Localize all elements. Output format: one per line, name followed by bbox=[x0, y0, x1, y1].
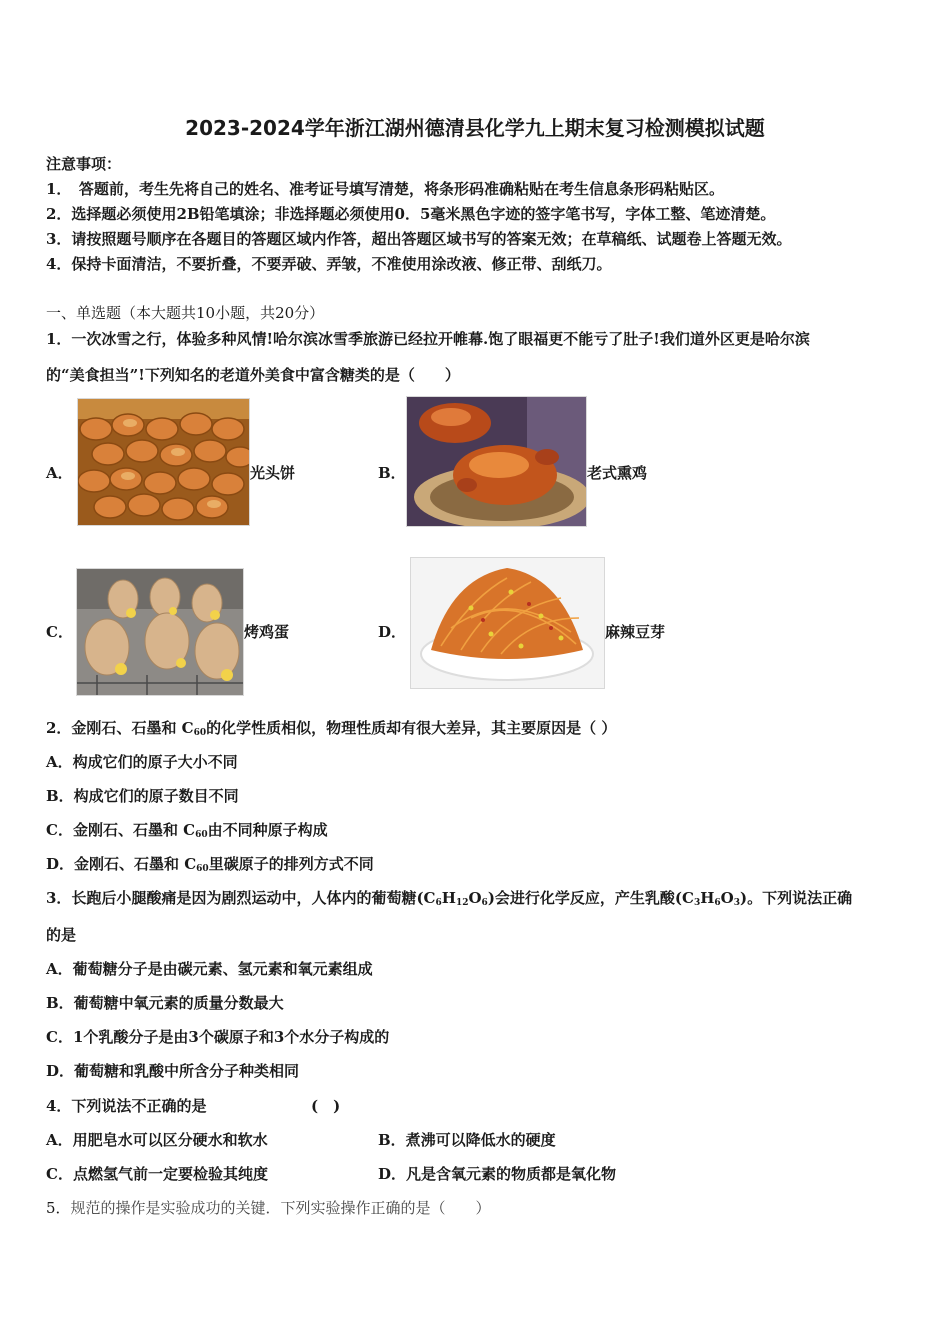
biscuits-image bbox=[77, 398, 250, 526]
q1-option-d-caption: 麻辣豆芽 bbox=[605, 623, 666, 641]
q5-stem: 5．规范的操作是实验成功的关键．下列实验操作正确的是（ ） bbox=[46, 1199, 491, 1217]
q2-option-b: B．构成它们的原子数目不同 bbox=[46, 787, 239, 805]
q1-option-a-caption: 光头饼 bbox=[250, 464, 296, 482]
q1-option-b-label: B． bbox=[378, 464, 406, 482]
q2-stem: 2．金刚石、石墨和 $C_{60}$的化学性质相似，物理性质却有很大差异，其主要原因是（ ） bbox=[46, 719, 617, 738]
section-heading: 一、单选题（本大题共10小题，共20分） bbox=[46, 304, 325, 322]
q1-stem-line1: 1．一次冰雪之行，体验多种风情!哈尔滨冰雪季旅游已经拉开帷幕.饱了眼福更不能亏了肚子!我们道外区更是哈尔滨 bbox=[46, 330, 810, 348]
q3-stem-line1: 3．长跑后小腿酸痛是因为剧烈运动中，人体内的葡萄糖$(C_6H_{12}O_6)$会进行化学反应，产生乳酸$(C_3H_6O_3)$。下列说法正确 bbox=[46, 889, 853, 908]
q4-answer-blank: ( ) bbox=[311, 1097, 341, 1115]
q1-option-d-label: D． bbox=[378, 623, 407, 641]
q1-option-c-label: C． bbox=[46, 623, 73, 641]
q2-option-c: C．金刚石、石墨和 $C_{60}$由不同种原子构成 bbox=[46, 821, 328, 840]
q1-option-b-caption: 老式熏鸡 bbox=[587, 464, 648, 482]
q3-option-a: A．葡萄糖分子是由碳元素、氢元素和氧元素组成 bbox=[46, 960, 373, 978]
notice-item-2: 2．选择题必须使用2B铅笔填涂；非选择题必须使用0．5毫米黑色字迹的签字笔书写，字体工整、笔迹清楚。 bbox=[46, 205, 776, 223]
notice-item-1: 1． 答题前，考生先将自己的姓名、准考证号填写清楚，将条形码准确粘贴在考生信息条形码粘贴区。 bbox=[46, 180, 724, 198]
notice-item-4: 4．保持卡面清洁，不要折叠，不要弄破、弄皱，不准使用涂改液、修正带、刮纸刀。 bbox=[46, 255, 612, 273]
q1-option-c-caption: 烤鸡蛋 bbox=[244, 623, 290, 641]
q4-option-a: A．用肥皂水可以区分硬水和软水 bbox=[46, 1131, 268, 1149]
q1-stem-line2: 的“美食担当”!下列知名的老道外美食中富含糖类的是（ ） bbox=[46, 366, 460, 384]
q2-option-d: D．金刚石、石墨和 $C_{60}$里碳原子的排列方式不同 bbox=[46, 855, 374, 874]
q1-option-a-label: A． bbox=[46, 464, 73, 482]
q3-option-d: D．葡萄糖和乳酸中所含分子种类相同 bbox=[46, 1062, 300, 1080]
q4-option-b: B．煮沸可以降低水的硬度 bbox=[378, 1131, 556, 1149]
q4-option-c: C．点燃氢气前一定要检验其纯度 bbox=[46, 1165, 268, 1183]
q4-stem: 4．下列说法不正确的是 bbox=[46, 1097, 207, 1115]
notice-item-3: 3．请按照题号顺序在各题目的答题区域内作答，超出答题区域书写的答案无效；在草稿纸、试题卷上答题无效。 bbox=[46, 230, 792, 248]
spicy-bean-sprouts-image bbox=[410, 557, 605, 689]
q3-option-c: C．1个乳酸分子是由3个碳原子和3个水分子构成的 bbox=[46, 1028, 390, 1046]
page-title: 2023-2024学年浙江湖州德清县化学九上期末复习检测模拟试题 bbox=[185, 116, 765, 140]
smoked-chicken-image bbox=[406, 396, 587, 527]
roasted-eggs-image bbox=[76, 568, 244, 696]
q3-option-b: B．葡萄糖中氧元素的质量分数最大 bbox=[46, 994, 284, 1012]
q3-stem-line2: 的是 bbox=[46, 926, 77, 944]
q2-option-a: A．构成它们的原子大小不同 bbox=[46, 753, 238, 771]
notice-heading: 注意事项： bbox=[46, 155, 122, 173]
q4-option-d: D．凡是含氧元素的物质都是氧化物 bbox=[378, 1165, 617, 1183]
